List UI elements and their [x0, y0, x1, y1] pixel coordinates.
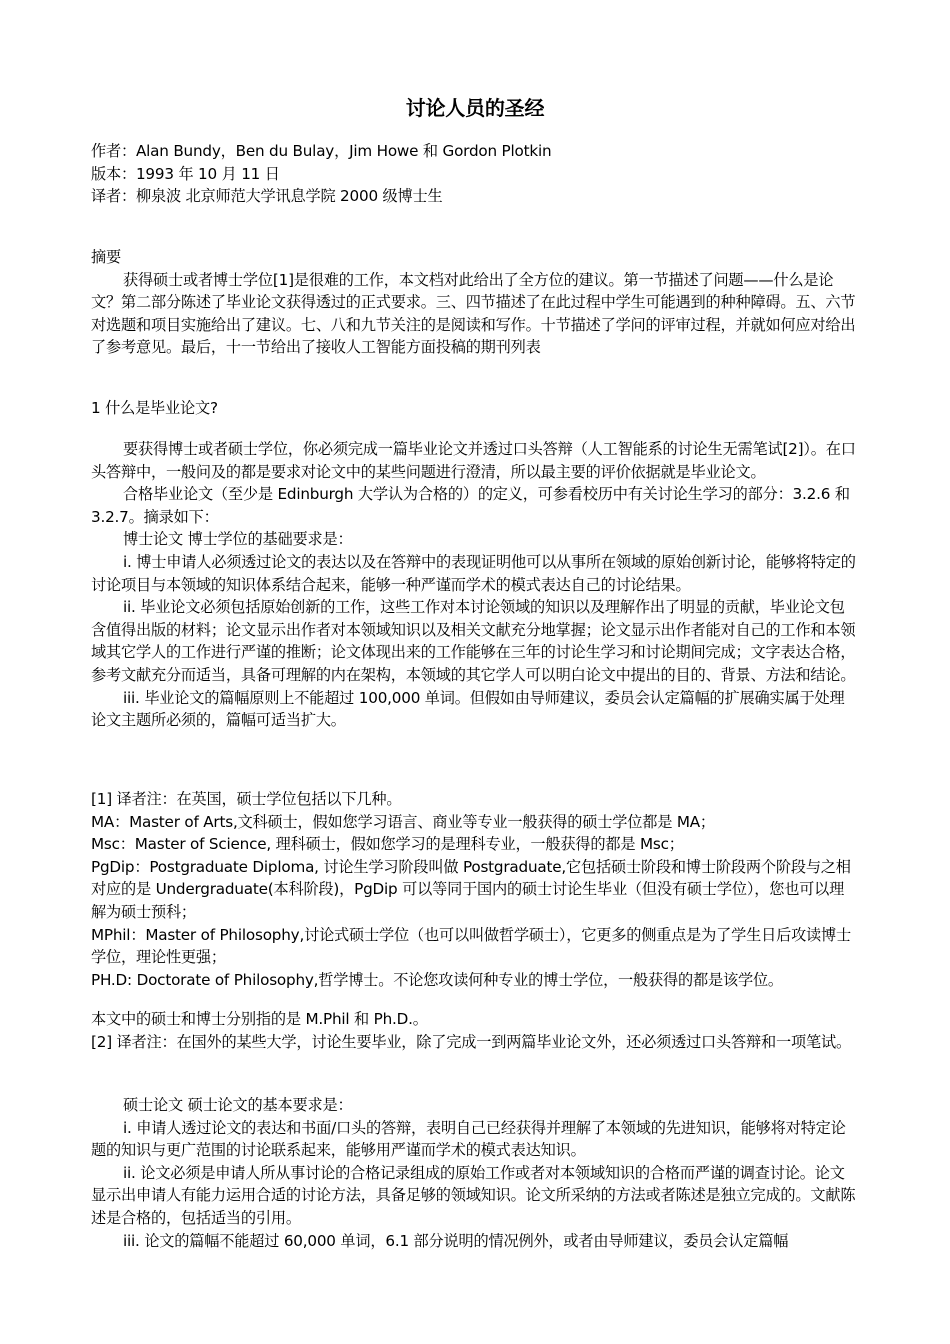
section-1-body	[91, 438, 859, 732]
authors-line: 作者：Alan Bundy，Ben du Bulay，Jim Howe 和 Gordon Plotkin	[91, 142, 552, 160]
masters-section	[91, 1094, 859, 1252]
masters-requirements-heading: 硕士论文 硕士论文的基本要求是：	[123, 1096, 353, 1114]
phd-requirement-iii: iii. 毕业论文的篇幅原则上不能超过 100,000 单词。但假如由导师建议，委员会认定篇幅的扩展确实属于处理论文主题所必须的，篇幅可适当扩大。	[91, 688, 845, 730]
footnote-2	[91, 1008, 859, 1053]
phd-requirement-i: i. 博士申请人必须透过论文的表达以及在答辩中的表现证明他可以从事所在领域的原始创新讨论，能够将特定的讨论项目与本领域的知识体系结合起来，能够一种严谨而学术的模式表达自己的讨论结果。	[91, 552, 856, 594]
abstract-text: 获得硕士或者博士学位[1]是很难的工作，本文档对此给出了全方位的建议。第一节描述了问题——什么是论文？第二部分陈述了毕业论文获得透过的正式要求。三、四节描述了在此过程中学生可能遇到的种种障碍。五、六节对选题和项目实施给出了建议。七、八和九节关注的是阅读和写作。十节描述了学问的评审过程，并就如何应对给出了参考意见。最后，十一节给出了接收人工智能方面投稿的期刊列表	[91, 270, 856, 357]
section-1-paragraph-2: 合格毕业论文（至少是 Edinburgh 大学认为合格的）的定义，可参看校历中有关讨论生学习的部分：3.2.6 和 3.2.7。摘录如下：	[91, 485, 850, 526]
footnote-2-text: [2] 译者注：在国外的某些大学，讨论生要毕业，除了完成一到两篇毕业论文外，还必须透过口头答辩和一项笔试。	[91, 1032, 851, 1051]
masters-requirement-iii: iii. 论文的篇幅不能超过 60,000 单词，6.1 部分说明的情况例外，或者由导师建议，委员会认定篇幅	[123, 1231, 789, 1250]
section-1-paragraph-1: 要获得博士或者硕士学位，你必须完成一篇毕业论文并透过口头答辩（人工智能系的讨论生无需笔试[2]）。在口头答辩中，一般问及的都是要求对论文中的某些问题进行澄清，所以最主要的评价依据就是毕业论文。	[91, 440, 856, 481]
footnote-msc: Msc：Master of Science, 理科硕士，假如您学习的是理科专业，一般获得的都是 Msc；	[91, 835, 684, 854]
masters-requirement-ii: ii. 论文必须是申请人所从事讨论的合格记录组成的原始工作或者对本领域知识的合格而严谨的调查讨论。论文显示出申请人有能力运用合适的讨论方法，具备足够的领域知识。论文所采纳的方法或者陈述是独立完成的。文献陈述是合格的，包括适当的引用。	[91, 1163, 856, 1227]
footnote-1	[91, 788, 859, 991]
translator-line: 译者：柳泉波 北京师范大学讯息学院 2000 级博士生	[91, 187, 443, 206]
document-title: 讨论人员的圣经	[405, 96, 545, 120]
footnote-note: 本文中的硕士和博士分别指的是 M.Phil 和 Ph.D.。	[91, 1010, 428, 1028]
version-line: 版本：1993 年 10 月 11 日	[91, 164, 280, 183]
section-1	[91, 397, 859, 420]
footnote-phd: PH.D: Doctorate of Philosophy,哲学博士。不论您攻读何种专业的博士学位，一般获得的都是该学位。	[91, 970, 783, 989]
masters-requirement-i: i. 申请人透过论文的表达和书面/口头的答辩，表明自己已经获得并理解了本领域的先进知识，能够将对特定论题的知识与更广范围的讨论联系起来，能够用严谨而学术的模式表达知识。	[91, 1118, 846, 1160]
footnote-mphil: MPhil：Master of Philosophy,讨论式硕士学位（也可以叫做哲学硕士），它更多的侧重点是为了学生日后攻读博士学位，理论性更强；	[91, 925, 852, 967]
footnote-pgdip: PgDip：Postgraduate Diploma, 讨论生学习阶段叫做 Postgraduate,它包括硕士阶段和博士阶段两个阶段与之相对应的是 Undergraduate(本科阶段)，PgDip 可以等同于国内的硕士讨论生毕业（但没有硕士学位），您也可以理解为硕士预科；	[91, 857, 851, 921]
document-meta	[91, 140, 551, 208]
footnote-ma: MA：Master of Arts,文科硕士，假如您学习语言、商业等专业一般获得的硕士学位都是 MA；	[91, 812, 715, 831]
footnote-1-intro: [1] 译者注：在英国，硕士学位包括以下几种。	[91, 790, 402, 808]
phd-requirements-heading: 博士论文 博士学位的基础要求是：	[123, 530, 353, 549]
phd-requirement-ii: ii. 毕业论文必须包括原始创新的工作，这些工作对本讨论领域的知识以及理解作出了明显的贡献，毕业论文包含值得出版的材料；论文显示出作者对本领域知识以及相关文献充分地掌握；论文显示出作者能对自己的工作和本领域其它学人的工作进行严谨的推断；论文体现出来的工作能够在三年的讨论生学习和讨论期间完成；文字表达合格，参考文献充分而适当，具备可理解的内在架构，本领域的其它学人可以明白论文中提出的目的、背景、方法和结论。	[91, 598, 856, 684]
abstract-section	[91, 246, 859, 359]
abstract-heading: 摘要	[91, 248, 121, 266]
section-1-heading: 1 什么是毕业论文?	[91, 399, 218, 417]
